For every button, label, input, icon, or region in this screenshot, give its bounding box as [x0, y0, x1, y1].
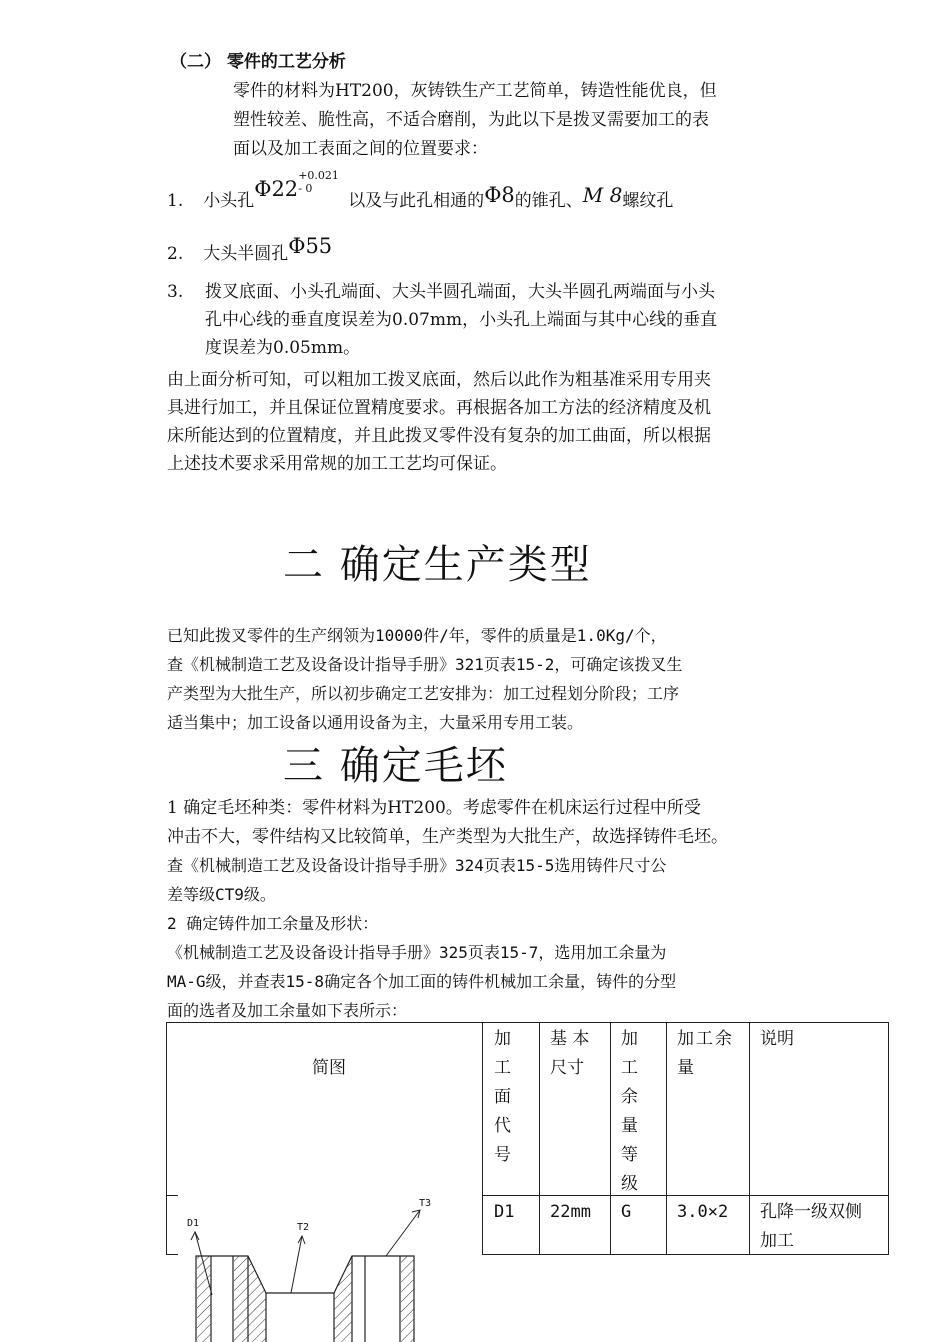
- list-item-3-line-3: 度误差为0.05mm。: [205, 338, 361, 358]
- header-diagram: 简图: [312, 1058, 346, 1078]
- header-grade-5: 等: [621, 1145, 638, 1165]
- header-code-4: 代: [494, 1116, 511, 1136]
- row-d1-code: D1: [494, 1202, 515, 1222]
- item-mid2: 的锥孔、: [514, 191, 583, 211]
- list-number: 2.: [167, 244, 184, 264]
- header-code-5: 号: [494, 1145, 511, 1165]
- intro-line-3: 面以及加工表面之间的位置要求：: [233, 139, 488, 159]
- list-number: 1.: [167, 191, 184, 211]
- list-item-3-line-2: 孔中心线的垂直度误差为0.07mm，小头孔上端面与其中心线的垂直: [205, 310, 718, 330]
- chapter3-p1-line-2: 冲击不大，零件结构又比较简单，生产类型为大批生产，故选择铸件毛坯。: [167, 827, 728, 847]
- row-d1-grade: G: [621, 1202, 632, 1222]
- chapter3-p1-line-4: 差等级CT9级。: [167, 885, 276, 904]
- chapter3-p2-line-2: 《机械制造工艺及设备设计指导手册》325页表15-7，选用加工余量为: [167, 943, 667, 962]
- item-prefix: 小头孔: [203, 191, 255, 211]
- header-allowance-2: 量: [677, 1058, 694, 1078]
- header-allowance-1: 加工余: [677, 1029, 734, 1049]
- chapter2-line-2: 查《机械制造工艺及设备设计指导手册》321页表15-2，可确定该拨叉生: [167, 655, 683, 674]
- header-grade-1: 加: [621, 1029, 638, 1049]
- summary-line-3: 床所能达到的位置精度，并且此拨叉零件没有复杂的加工曲面，所以根据: [167, 426, 711, 446]
- row-d1-note-2: 加工: [760, 1231, 794, 1251]
- chapter2-line-3: 产类型为大批生产，所以初步确定工艺安排为：加工过程划分阶段；工序: [167, 684, 680, 703]
- chapter3-p1-line-3: 查《机械制造工艺及设备设计指导手册》324页表15-5选用铸件尺寸公: [167, 856, 667, 875]
- m8-symbol: M 8: [582, 183, 623, 207]
- list-item-3-number: 3.: [167, 282, 184, 302]
- chapter3-p2-line-1: 2 确定铸件加工余量及形状：: [167, 914, 379, 933]
- summary-line-2: 具进行加工，并且保证位置精度要求。再根据各加工方法的经济精度及机: [167, 398, 711, 418]
- diagram-label-t2: T2: [297, 1222, 310, 1233]
- chapter3-p2-line-3: MA-G级，并查表15-8确定各个加工面的铸件机械加工余量，铸件的分型: [167, 972, 677, 991]
- phi-8: Φ8: [484, 183, 515, 207]
- section-title: （二） 零件的工艺分析: [170, 52, 346, 72]
- chapter-heading-blank: 三 确定毛坯: [283, 743, 508, 789]
- part-outline: [196, 1256, 414, 1342]
- item-prefix: 大头半圆孔: [203, 244, 289, 264]
- item-middle: 以及与此孔相通的: [348, 191, 485, 211]
- row-d1-note-1: 孔降一级双侧: [760, 1202, 862, 1222]
- intro-line-1: 零件的材料为HT200，灰铸铁生产工艺简单，铸造性能优良，但: [233, 81, 717, 101]
- diagram-label-t3: T3: [419, 1198, 432, 1209]
- summary-line-4: 上述技术要求采用常规的加工工艺均可保证。: [167, 454, 507, 474]
- header-basic-size-1: 基 本: [550, 1029, 590, 1049]
- header-grade-4: 量: [621, 1116, 638, 1136]
- header-grade-6: 级: [621, 1174, 638, 1194]
- diagram-label-d1: D1: [187, 1218, 200, 1229]
- chapter-heading-production-type: 二 确定生产类型: [283, 542, 592, 588]
- chapter2-line-1: 已知此拨叉零件的生产纲领为10000件/年，零件的质量是1.0Kg/个，: [167, 626, 667, 645]
- tolerance-lower: - 0: [298, 182, 313, 195]
- header-grade-3: 余: [621, 1087, 638, 1107]
- chapter3-p2-line-4: 面的选者及加工余量如下表所示：: [167, 1001, 408, 1020]
- row-d1-allowance: 3.0×2: [677, 1202, 729, 1222]
- chapter2-line-4: 适当集中；加工设备以通用设备为主，大量采用专用工装。: [167, 713, 584, 732]
- chapter3-p1-line-1: 1 确定毛坯种类：零件材料为HT200。考虑零件在机床运行过程中所受: [167, 798, 701, 818]
- header-code-3: 面: [494, 1087, 511, 1107]
- summary-line-1: 由上面分析可知，可以粗加工拨叉底面，然后以此作为粗基准采用专用夹: [167, 370, 711, 390]
- header-note: 说明: [760, 1029, 794, 1049]
- header-code-2: 工: [494, 1058, 511, 1078]
- header-basic-size-2: 尺寸: [550, 1058, 584, 1078]
- phi-22: Φ22: [254, 177, 299, 201]
- header-code-1: 加: [494, 1029, 511, 1049]
- item-suffix: 螺纹孔: [622, 191, 674, 211]
- tolerance-upper: +0.021: [298, 169, 339, 182]
- phi-55: Φ55: [288, 234, 333, 258]
- list-item-3-line-1: 拨叉底面、小头孔端面、大头半圆孔端面，大头半圆孔两端面与小头: [205, 282, 715, 302]
- intro-line-2: 塑性较差、脆性高，不适合磨削，为此以下是拨叉需要加工的表: [233, 110, 709, 130]
- header-grade-2: 工: [621, 1058, 638, 1078]
- row-d1-basic-size: 22mm: [550, 1202, 591, 1222]
